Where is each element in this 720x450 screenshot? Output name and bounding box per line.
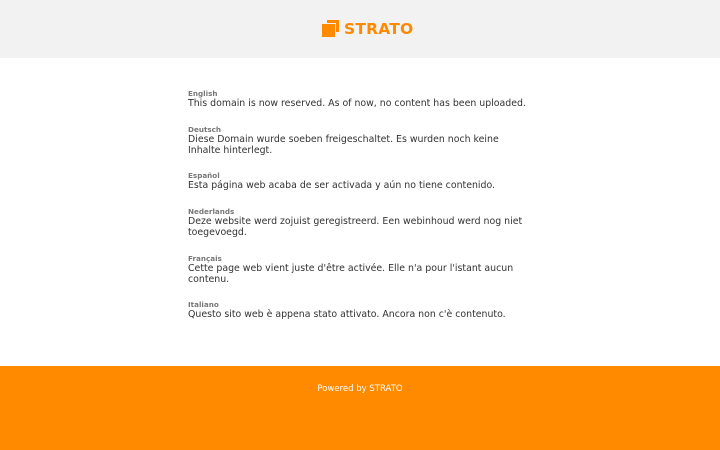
- language-text: Esta página web acaba de ser activada y aún no tiene contenido.: [188, 180, 496, 191]
- language-block-nederlands: [188, 207, 533, 238]
- language-block-italiano: [188, 300, 533, 320]
- language-text: Cette page web vient juste d'être activée. Elle n'a pour l'istant aucun contenu.: [188, 263, 514, 285]
- language-block-english: [188, 89, 533, 109]
- powered-by-link[interactable]: Powered by STRATO: [317, 384, 403, 394]
- logo-text: STRATO: [344, 20, 414, 38]
- language-title: Italiano: [188, 300, 219, 309]
- strato-logo-icon: [322, 20, 340, 38]
- language-title: English: [188, 89, 218, 98]
- language-block-deutsch: [188, 125, 533, 156]
- language-text: Deze website werd zojuist geregistreerd. Een webinhoud werd nog niet toegevoegd.: [188, 216, 523, 238]
- language-text: Questo sito web è appena stato attivato. Ancora non c'è contenuto.: [188, 309, 506, 320]
- strato-logo[interactable]: [322, 19, 413, 39]
- language-block-francais: [188, 254, 533, 285]
- language-text: This domain is now reserved. As of now, no content has been uploaded.: [188, 98, 526, 109]
- footer-bar: [0, 366, 720, 450]
- header-bar: [0, 0, 720, 58]
- language-text: Diese Domain wurde soeben freigeschaltet. Es wurden noch keine Inhalte hinterlegt.: [188, 134, 499, 156]
- language-title: Nederlands: [188, 207, 235, 216]
- language-title: Français: [188, 254, 222, 263]
- language-title: Deutsch: [188, 125, 222, 134]
- language-block-espanol: [188, 171, 533, 191]
- language-title: Español: [188, 171, 220, 180]
